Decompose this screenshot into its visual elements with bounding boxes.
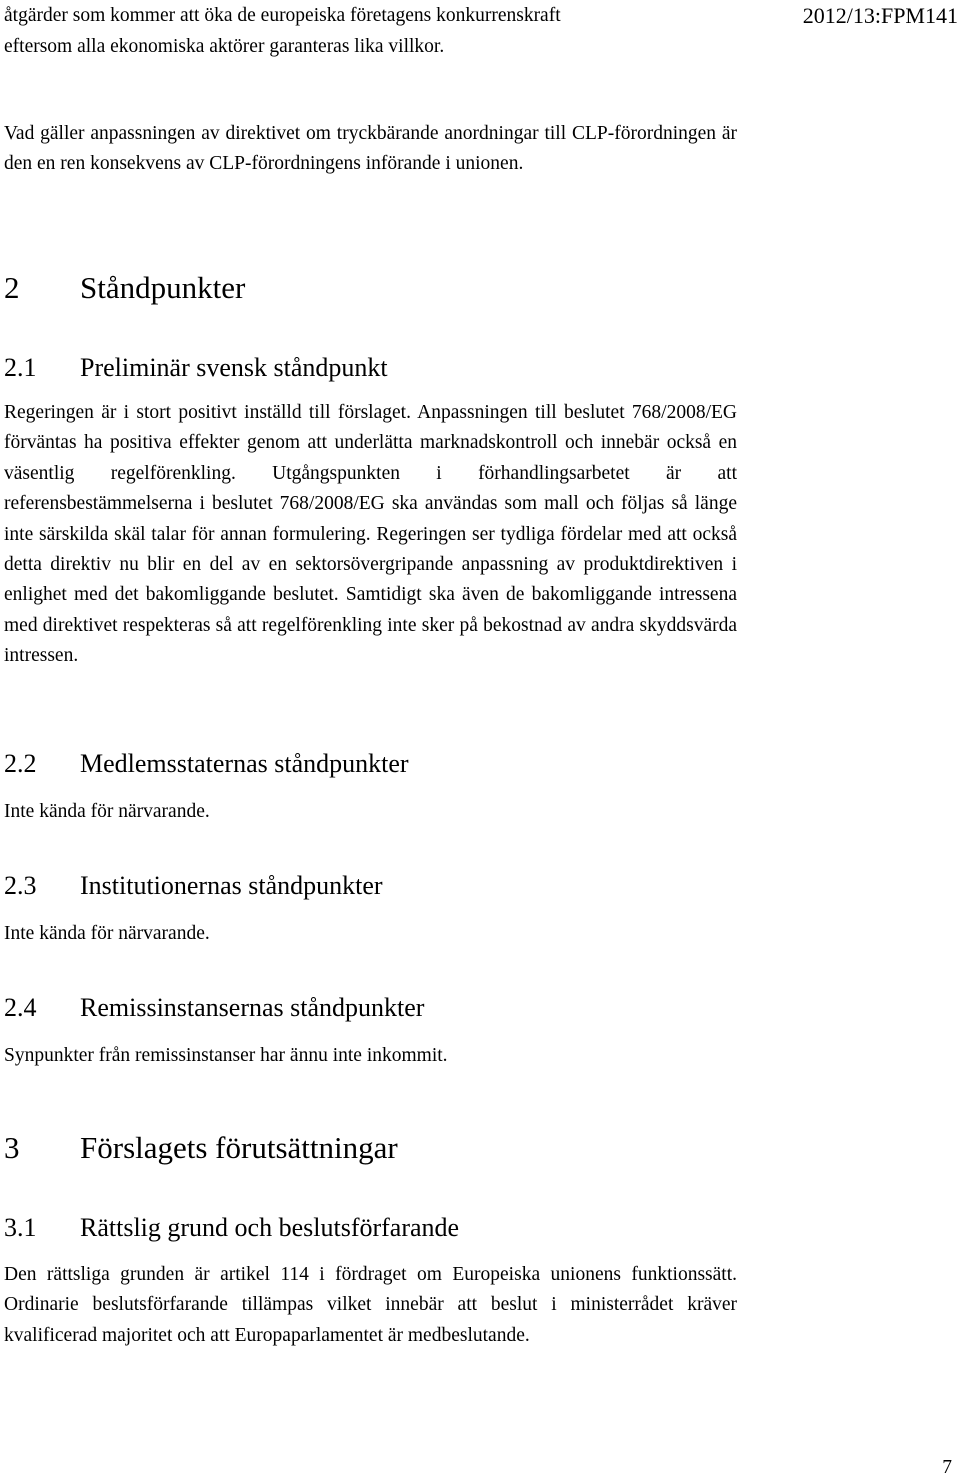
subsection-heading-2-2: [4, 746, 409, 782]
section-title: Förslagets förutsättningar: [80, 1130, 398, 1165]
running-header-left: [4, 0, 561, 62]
subsection-heading-2-1: [4, 350, 388, 386]
document-id: 2012/13:FPM141: [802, 3, 958, 28]
running-header-line: eftersom alla ekonomiska aktörer garanteras lika villkor.: [4, 36, 445, 57]
subsection-text-2-3: Inte kända för närvarande.: [4, 923, 210, 944]
page-number: 7: [942, 1457, 952, 1478]
subsection-number: 2.3: [4, 871, 37, 900]
section-heading-2: [4, 268, 245, 308]
intro-paragraph: Vad gäller anpassningen av direktivet om tryckbärande anordningar till CLP-förordningen är den en ren konsekvens av CLP-förordningens införande i unionen.: [4, 123, 737, 175]
running-header-line: åtgärder som kommer att öka de europeiska företagens konkurrenskraft: [4, 5, 561, 26]
subsection-number: 3.1: [4, 1213, 37, 1242]
subsection-text-2-1: Regeringen är i stort positivt inställd till förslaget. Anpassningen till beslutet 768/2008/EG förväntas ha positiva effekter genom att underlätta marknadskontroll och innebär också en väsentlig regelförenkling. Utgångspunkten i förhandlingsarbetet är att referensbestämmelserna i beslutet 768/2008/EG ska användas som mall och följas så länge inte särskilda skäl talar för annan formulering. Regeringen ser tydliga fördelar med att också detta direktiv nu blir en del av en sektorsövergripande anpassning av produktdirektiven i enlighet med det bakomliggande beslutet. Samtidigt ska även de bakomliggande intressena med direktivet respekteras så att regelförenkling inte sker på bekostnad av andra skyddsvärda intressen.: [4, 402, 737, 667]
subsection-number: 2.1: [4, 353, 37, 382]
subsection-number: 2.2: [4, 749, 37, 778]
subsection-text-2-4: Synpunkter från remissinstanser har ännu inte inkommit.: [4, 1045, 448, 1066]
subsection-heading-3-1: [4, 1210, 459, 1246]
subsection-title: Preliminär svensk ståndpunkt: [80, 353, 388, 382]
section-number: 2: [4, 270, 20, 305]
subsection-text-3-1: Den rättsliga grunden är artikel 114 i fördraget om Europeiska unionens funktionssätt. Ordinarie beslutsförfarande tillämpas vilket innebär att beslut i ministerrådet kräver kvalificerad majoritet och att Europaparlamentet är medbeslutande.: [4, 1264, 737, 1346]
section-heading-3: [4, 1128, 398, 1168]
section-title: Ståndpunkter: [80, 270, 246, 305]
section-number: 3: [4, 1130, 20, 1165]
subsection-text-2-2: Inte kända för närvarande.: [4, 801, 210, 822]
subsection-title: Rättslig grund och beslutsförfarande: [80, 1213, 460, 1242]
subsection-title: Institutionernas ståndpunkter: [80, 871, 383, 900]
subsection-heading-2-3: [4, 868, 383, 904]
subsection-title: Remissinstansernas ståndpunkter: [80, 993, 425, 1022]
subsection-heading-2-4: [4, 990, 424, 1026]
subsection-number: 2.4: [4, 993, 37, 1022]
subsection-title: Medlemsstaternas ståndpunkter: [80, 749, 409, 778]
